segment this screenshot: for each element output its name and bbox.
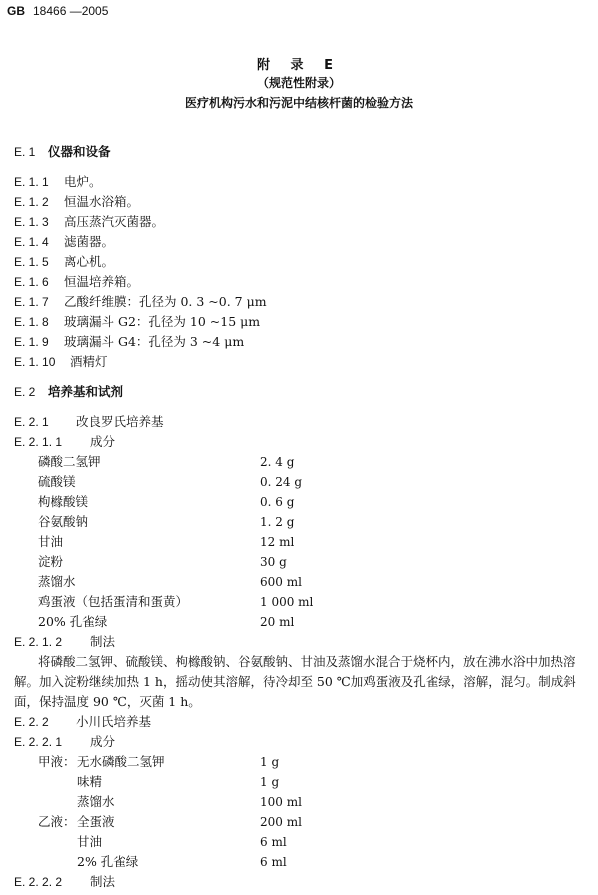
- ingredient-name: 甘油: [77, 834, 103, 849]
- list-item: E. 1. 7 乙酸纤维膜：孔径为 0. 3 ~0. 7 μm: [14, 294, 267, 309]
- ingredient-amount: 20 ml: [260, 615, 295, 629]
- ingredient-amount: 0. 24 g: [260, 475, 303, 489]
- ingredient-name: 2% 孔雀绿: [77, 854, 139, 869]
- ingredient-name: 味精: [77, 774, 103, 789]
- subsection-heading: E. 2. 2. 2 制法: [14, 874, 116, 889]
- ingredient-amount: 1 000 ml: [260, 595, 314, 609]
- ingredient-amount: 1. 2 g: [260, 515, 295, 529]
- list-item: E. 1. 9 玻璃漏斗 G4：孔径为 3 ~4 μm: [14, 334, 245, 349]
- ingredient-name: 无水磷酸二氢钾: [77, 754, 165, 769]
- method-paragraph: 将磷酸二氢钾、硫酸镁、枸橼酸钠、谷氨酸钠、甘油及蒸馏水混合于烧杯内，放在沸水浴中加热溶解。加入淀粉继续加热 1 h，摇动使其溶解，待冷却至 50 ℃加鸡蛋液及孔雀绿，溶解，混匀。制成斜面，保持温度 90 ℃，灭菌 1 h。: [14, 654, 576, 709]
- ingredient-amount: 6 ml: [260, 835, 287, 849]
- standard-number: 18466 —2005: [33, 4, 109, 18]
- ingredient-amount: 6 ml: [260, 855, 287, 869]
- subsection-heading: E. 2. 1. 1 成分: [14, 434, 116, 449]
- ingredient-name: 鸡蛋液（包括蛋清和蛋黄）: [38, 594, 189, 609]
- ingredient-name: 全蛋液: [77, 814, 115, 829]
- subsection-heading: E. 2. 2. 1 成分: [14, 734, 116, 749]
- standard-code: GB: [7, 4, 25, 18]
- ingredient-name: 20% 孔雀绿: [38, 614, 108, 629]
- ingredient-amount: 1 g: [260, 775, 280, 789]
- list-item: E. 1. 2 恒温水浴箱。: [14, 194, 140, 209]
- section-heading-e1: E. 1 仪器和设备: [14, 144, 111, 159]
- appendix-title: 附 录 E: [257, 58, 341, 73]
- list-item: E. 1. 1 电炉。: [14, 174, 102, 189]
- ingredient-name: 谷氨酸钠: [38, 514, 89, 529]
- ingredient-name: 磷酸二氢钾: [38, 454, 101, 469]
- subsection-heading: E. 2. 1 改良罗氏培养基: [14, 414, 164, 429]
- appendix-name: 医疗机构污水和污泥中结核杆菌的检验方法: [184, 96, 413, 110]
- standard-header: [7, 4, 108, 18]
- list-item: E. 1. 6 恒温培养箱。: [14, 274, 140, 289]
- ingredient-amount: 1 g: [260, 755, 280, 769]
- list-item: E. 1. 5 离心机。: [14, 254, 115, 269]
- subsection-heading: E. 2. 2 小川氏培养基: [14, 714, 152, 729]
- ingredient-name: 蒸馏水: [77, 794, 115, 809]
- ingredient-name: 枸橼酸镁: [38, 494, 89, 509]
- ingredient-amount: 100 ml: [260, 795, 302, 809]
- ingredient-amount: 2. 4 g: [260, 455, 295, 469]
- list-item: E. 1. 4 滤菌器。: [14, 234, 115, 249]
- ingredient-amount: 600 ml: [260, 575, 302, 589]
- ingredient-amount: 12 ml: [260, 535, 295, 549]
- list-item: E. 1. 10 酒精灯: [14, 354, 108, 369]
- ingredient-name: 甘油: [38, 534, 64, 549]
- ingredient-name: 蒸馏水: [38, 574, 76, 589]
- list-item: E. 1. 8 玻璃漏斗 G2：孔径为 10 ~15 μm: [14, 314, 261, 329]
- subsection-heading: E. 2. 1. 2 制法: [14, 634, 116, 649]
- appendix-type: （规范性附录）: [256, 76, 341, 90]
- section-heading-e2: E. 2 培养基和试剂: [14, 384, 124, 399]
- list-item: E. 1. 3 高压蒸汽灭菌器。: [14, 214, 165, 229]
- ingredient-name: 淀粉: [38, 554, 64, 569]
- ingredient-prefix: 甲液：: [38, 754, 76, 769]
- ingredient-amount: 0. 6 g: [260, 495, 295, 509]
- ingredient-prefix: 乙液：: [38, 814, 76, 829]
- ingredient-name: 硫酸镁: [38, 474, 76, 489]
- ingredient-amount: 200 ml: [260, 815, 302, 829]
- ingredient-amount: 30 g: [260, 555, 287, 569]
